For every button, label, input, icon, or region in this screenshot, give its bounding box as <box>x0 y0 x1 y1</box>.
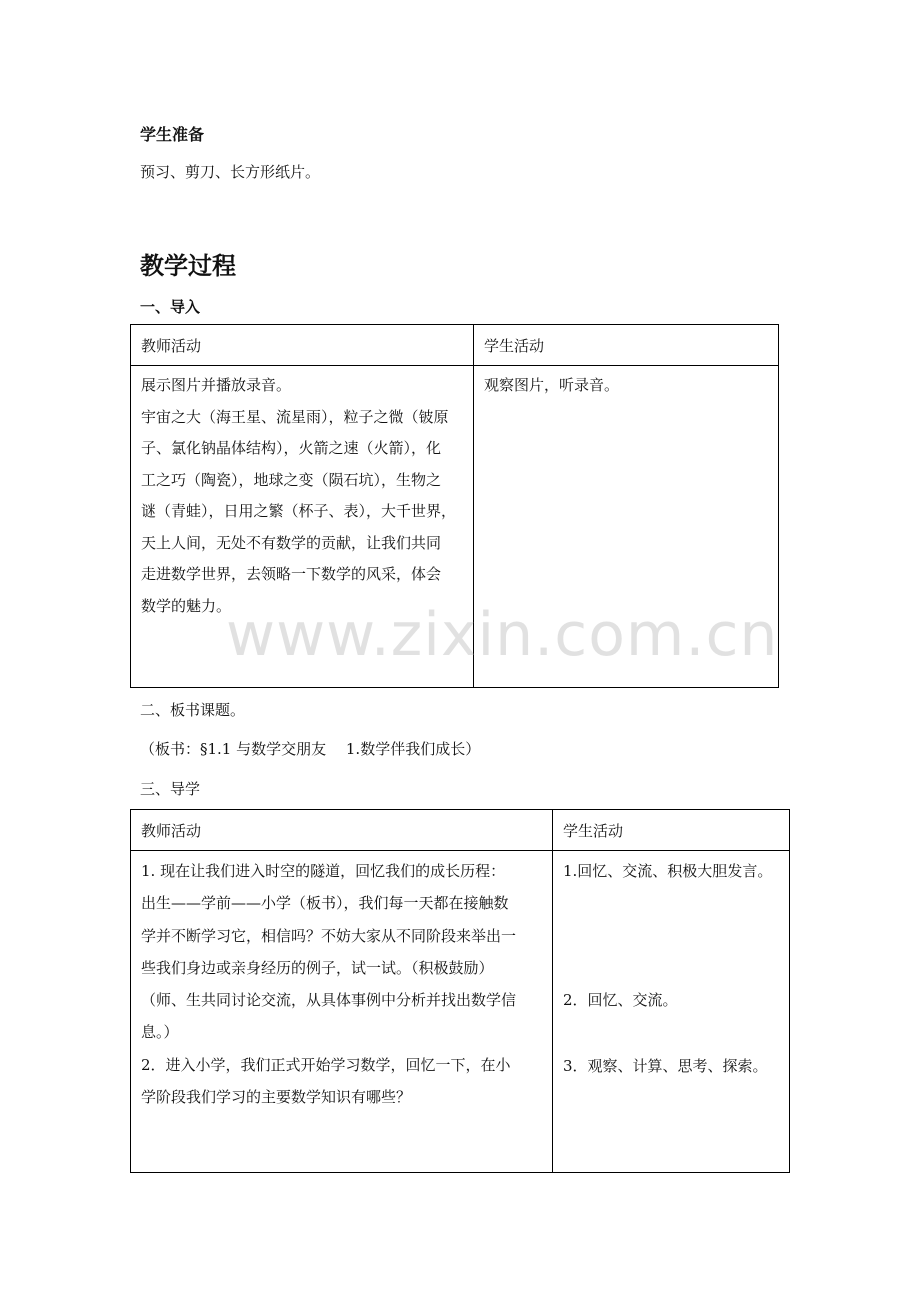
watermark: www.zixin.com.cn <box>226 600 779 670</box>
process-heading: 教学过程 <box>140 252 236 280</box>
guide-col-student: 学生活动 <box>553 810 790 851</box>
guide-student-cell <box>553 851 790 1173</box>
guide-col-teacher: 教师活动 <box>131 810 553 851</box>
guide-teacher-cell <box>131 851 553 1173</box>
intro-student-text: 观察图片，听录音。 <box>484 376 620 394</box>
guide-teacher-line: （师、生共同讨论交流，从具体事例中分析并找出数学信 <box>141 991 517 1010</box>
intro-teacher-line: 谜（青蛙），日用之繁（杯子、表），大千世界， <box>141 502 457 520</box>
guide-student-item: 1.回忆、交流、积极大胆发言。 <box>563 862 773 880</box>
guide-teacher-line: 学阶段我们学习的主要数学知识有哪些？ <box>141 1088 412 1107</box>
section3-heading: 三、导学 <box>140 780 201 798</box>
guide-teacher-line: 2．进入小学，我们正式开始学习数学，回忆一下，在小 <box>141 1055 511 1074</box>
intro-teacher-line: 展示图片并播放录音。 <box>141 376 292 394</box>
section1-heading: 一、导入 <box>140 298 201 316</box>
intro-col-student: 学生活动 <box>474 325 779 366</box>
guide-student-item: 2．回忆、交流。 <box>563 991 678 1010</box>
section2-heading: 二、板书课题。 <box>140 701 246 719</box>
intro-teacher-line: 天上人间，无处不有数学的贡献，让我们共同 <box>141 533 442 552</box>
intro-col-teacher: 教师活动 <box>131 325 474 366</box>
guide-table <box>130 809 790 1173</box>
intro-teacher-line: 工之巧（陶瓷），地球之变（陨石坑），生物之 <box>141 470 442 489</box>
guide-teacher-line: 息。） <box>141 1023 179 1042</box>
prep-text: 预习、剪刀、长方形纸片。 <box>140 163 321 181</box>
guide-teacher-line: 些我们身边或亲身经历的例子，试一试。（积极鼓励） <box>141 958 494 977</box>
guide-teacher-line: 出生——学前——小学（板书），我们每一天都在接触数 <box>141 894 509 913</box>
intro-teacher-line: 子、氯化钠晶体结构），火箭之速（火箭），化 <box>141 439 442 457</box>
guide-student-item: 3．观察、计算、思考、探索。 <box>563 1056 768 1075</box>
intro-teacher-line: 走进数学世界，去领略一下数学的风采，体会 <box>141 565 442 583</box>
guide-teacher-line: 学并不断学习它，相信吗？不妨大家从不同阶段来举出一 <box>141 926 517 945</box>
prep-heading: 学生准备 <box>140 125 205 144</box>
guide-teacher-line: 1. 现在让我们进入时空的隧道，回忆我们的成长历程： <box>141 862 506 880</box>
intro-teacher-line: 宇宙之大（海王星、流星雨），粒子之微（铍原 <box>141 407 449 426</box>
board-title: （板书：§1.1 与数学交朋友 1.数学伴我们成长） <box>140 740 481 758</box>
intro-teacher-line: 数学的魅力。 <box>141 596 232 615</box>
